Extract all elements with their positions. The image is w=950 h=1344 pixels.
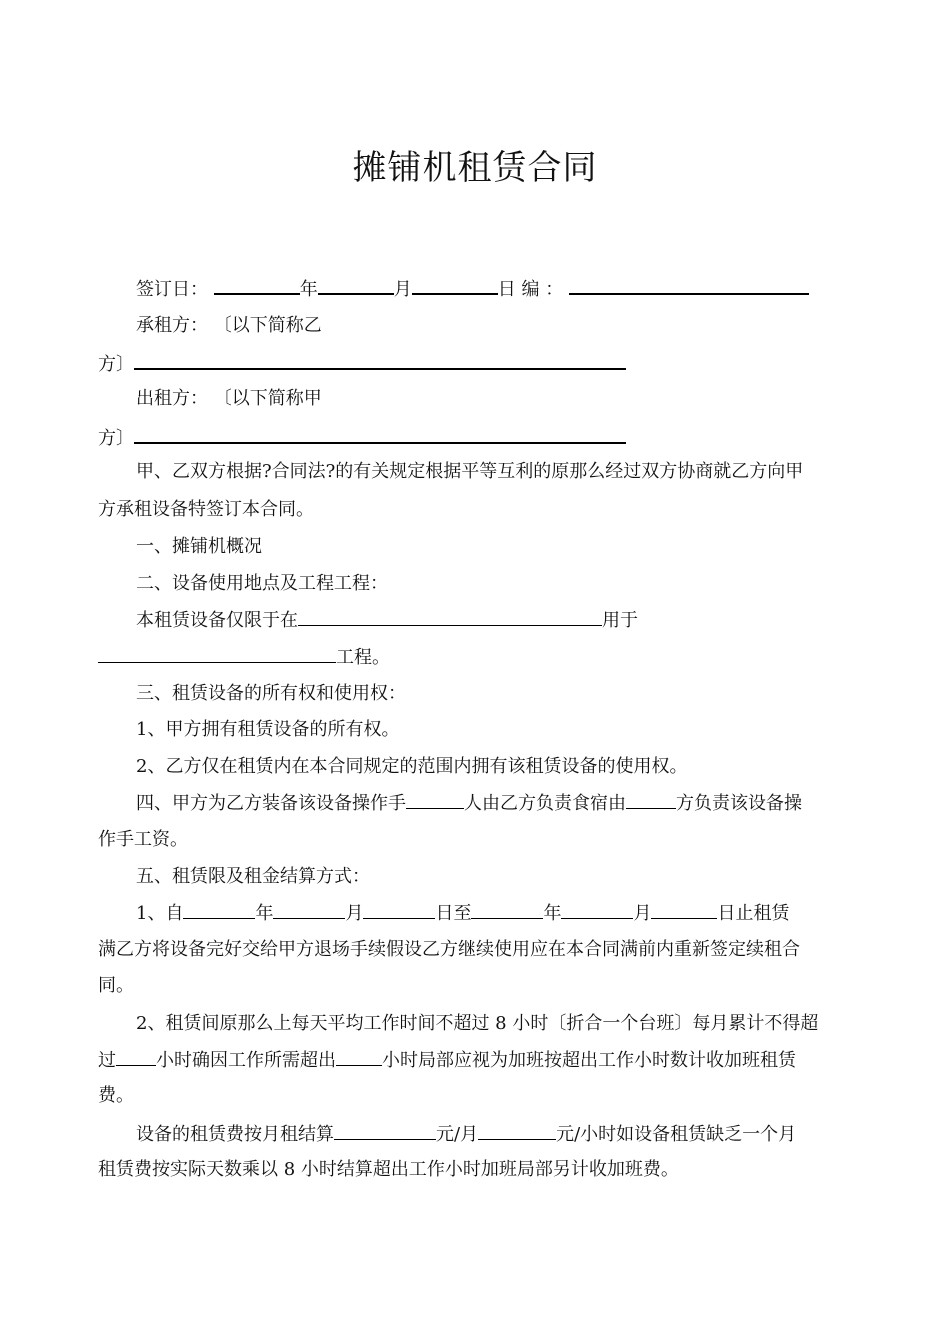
to-month-blank [561,900,633,919]
intro-paragraph-line1: 甲、乙双方根据?合同法?的有关规定根据平等互利的原那么经过双方协商就乙方向甲 [136,461,804,482]
hourly-fee-blank [478,1121,556,1140]
section-3-heading: 三、租赁设备的所有权和使用权： [136,683,406,704]
sign-date-line [136,275,809,303]
excess-hours-blank [336,1047,382,1066]
section-2-heading: 二、设备使用地点及工程工程： [136,573,388,594]
section-5-heading: 五、租赁限及租金结算方式： [136,866,370,887]
fee-prefix: 设备的租赁费按月租结算 [136,1124,334,1145]
section-4-line2: 作手工资。 [98,829,188,850]
sign-month-label: 月 [393,279,412,300]
monthly-fee-unit: 元/月 [436,1124,479,1145]
section-4-part-b: 人由乙方负责食宿由 [464,793,626,814]
lessor-line: 出租方： 〔以下简称甲 [136,388,322,409]
section-4-part-c: 方负责该设备操 [676,793,802,814]
lessee-line: 承租方： 〔以下简称乙 [136,315,322,336]
from-day-label: 日至 [435,903,472,924]
location-prefix: 本租赁设备仅限于在 [136,610,298,631]
wage-party-blank [626,790,676,809]
section-5-item-2-line3: 费。 [98,1085,134,1106]
from-year-label: 年 [255,903,274,924]
overtime-middle: 小时确因工作所需超出 [156,1050,336,1071]
location-blank [298,607,602,626]
section-2-project-line [98,644,390,671]
location-suffix: 用于 [602,610,638,631]
to-day-blank [651,900,717,919]
overtime-suffix: 小时局部应视为加班按超出工作小时数计收加班租赁 [382,1050,796,1071]
contract-code-blank [569,275,809,295]
lease-from-label: 1、自 [136,903,184,924]
lessor-name-blank [134,424,626,444]
project-suffix: 工程。 [336,647,390,668]
sign-month-blank [318,275,394,295]
operator-count-blank [406,790,464,809]
section-5-item-1-line1 [136,900,789,927]
section-3-item-2: 2、乙方仅在租赁内在本合同规定的范围内拥有该租赁设备的使用权。 [136,756,688,777]
intro-paragraph-line2: 方承租设备特签订本合同。 [98,499,314,520]
section-4-line1 [136,790,802,817]
section-1-heading: 一、摊铺机概况 [136,536,262,557]
section-5-item-1-line2: 满乙方将设备完好交给甲方退场手续假设乙方继续使用应在本合同满前内重新签定续租合 [98,939,800,960]
to-year-blank [471,900,543,919]
to-day-label: 日止租赁 [717,903,790,924]
lessee-suffix: 方〕 [98,354,134,375]
sign-day-blank [412,275,498,295]
section-4-part-a: 四、甲方为乙方装备该设备操作手 [136,793,406,814]
overtime-prefix: 过 [98,1050,116,1071]
section-5-item-2-line1: 2、租赁间原那么上每天平均工作时间不超过 8 小时〔折合一个台班〕每月累计不得超 [136,1013,819,1034]
lessor-suffix: 方〕 [98,428,134,449]
sign-year-label: 年 [299,279,318,300]
sign-day-label: 日 [497,279,516,300]
to-year-label: 年 [543,903,562,924]
page-title: 摊铺机租赁合同 [352,148,598,188]
section-5-item-2-line2 [98,1047,796,1074]
lessor-name-line [98,424,626,452]
monthly-fee-blank [334,1121,436,1140]
lessee-name-blank [134,350,626,370]
fee-line2: 租赁费按实际天数乘以 8 小时结算超出工作小时加班局部另计收加班费。 [98,1159,679,1180]
from-month-label: 月 [345,903,364,924]
sign-date-label: 签订日： [136,279,208,300]
monthly-hours-blank [116,1047,156,1066]
from-day-blank [363,900,435,919]
sign-year-blank [214,275,300,295]
section-2-location-line [136,607,638,634]
section-5-item-1-line3: 同。 [98,975,134,996]
from-year-blank [183,900,255,919]
lessee-name-line [98,350,626,378]
from-month-blank [273,900,345,919]
project-blank [98,644,336,663]
fee-line1 [136,1121,796,1148]
contract-code-label: 编 ： [521,279,564,300]
section-3-item-1: 1、甲方拥有租赁设备的所有权。 [136,719,400,740]
hourly-fee-unit: 元/小时如设备租赁缺乏一个月 [556,1124,797,1145]
to-month-label: 月 [633,903,652,924]
